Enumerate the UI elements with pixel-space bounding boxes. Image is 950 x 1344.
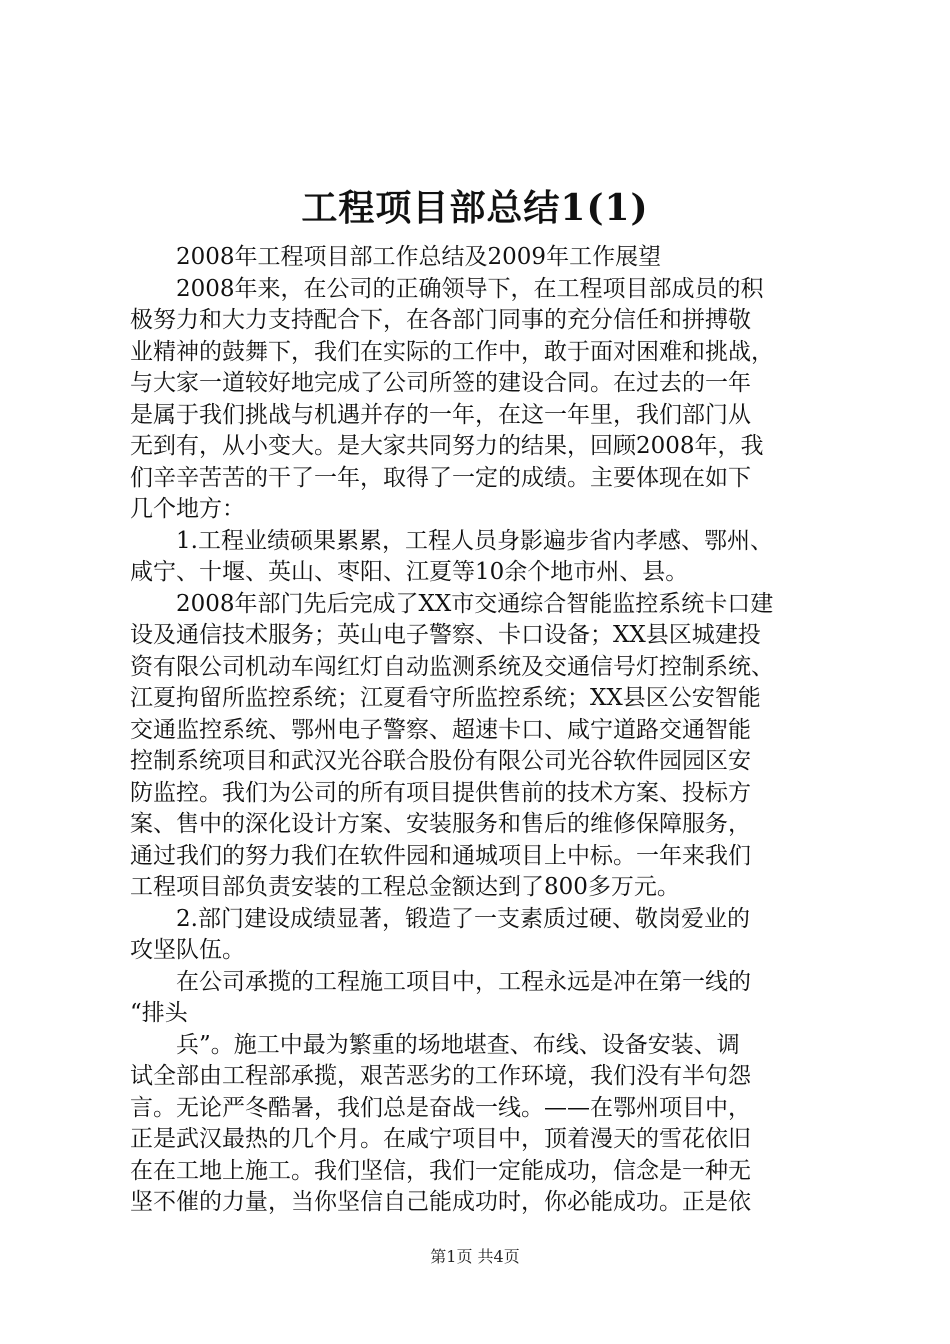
body-line: 2008年工程项目部工作总结及2009年工作展望: [176, 244, 662, 270]
body-line: 业精神的鼓舞下，我们在实际的工作中，敢于面对困难和挑战，: [130, 338, 774, 365]
body-line: 攻坚队伍。: [130, 937, 245, 963]
body-line: 通过我们的努力我们在软件园和通城项目上中标。一年来我们: [130, 842, 751, 869]
body-line: 咸宁、十堰、英山、枣阳、江夏等10余个地市州、县。: [130, 559, 689, 585]
body-line: 工程项目部负责安装的工程总金额达到了800多万元。: [130, 874, 680, 900]
body-line: 坚不催的力量，当你坚信自己能成功时，你必能成功。正是依: [130, 1189, 751, 1215]
body-line: 防监控。我们为公司的所有项目提供售前的技术方案、投标方: [130, 779, 751, 806]
body-line: 们辛辛苦苦的干了一年，取得了一定的成绩。主要体现在如下: [130, 464, 751, 491]
body-line: 资有限公司机动车闯红灯自动监测系统及交通信号灯控制系统、: [130, 653, 774, 680]
body-line: 极努力和大力支持配合下，在各部门同事的充分信任和拼搏敬: [130, 307, 751, 333]
body-line: “排头: [130, 1000, 188, 1026]
body-line: 2008年来，在公司的正确领导下，在工程项目部成员的积: [176, 275, 764, 302]
body-line: 2.部门建设成绩显著，锻造了一支素质过硬、敬岗爱业的: [176, 905, 750, 932]
body-line: 试全部由工程部承揽，艰苦恶劣的工作环境，我们没有半句怨: [130, 1063, 751, 1089]
body-line: 是属于我们挑战与机遇并存的一年，在这一年里，我们部门从: [130, 401, 751, 428]
body-line: 无到有，从小变大。是大家共同努力的结果，回顾2008年，我: [130, 433, 764, 459]
body-line: 几个地方：: [130, 496, 245, 522]
body-line: 正是武汉最热的几个月。在咸宁项目中，顶着漫天的雪花依旧: [130, 1126, 751, 1152]
body-line: 2008年部门先后完成了XX市交通综合智能监控系统卡口建: [176, 590, 774, 617]
body-line: 江夏拘留所监控系统；江夏看守所监控系统；XX县区公安智能: [130, 685, 761, 711]
body-line: 在在工地上施工。我们坚信，我们一定能成功，信念是一种无: [130, 1157, 751, 1184]
document-body: [130, 242, 832, 1219]
body-line: 1.工程业绩硕果累累，工程人员身影遍步省内孝感、鄂州、: [176, 527, 773, 554]
body-line: 设及通信技术服务；英山电子警察、卡口设备；XX县区城建投: [130, 622, 761, 648]
body-line: 兵”。施工中最为繁重的场地堪查、布线、设备安装、调: [176, 1031, 740, 1058]
body-line: 与大家一道较好地完成了公司所签的建设合同。在过去的一年: [130, 370, 751, 396]
body-line: 交通监控系统、鄂州电子警察、超速卡口、咸宁道路交通智能: [130, 716, 751, 743]
body-line: 案、售中的深化设计方案、安装服务和售后的维修保障服务，: [130, 811, 751, 837]
body-line: 控制系统项目和武汉光谷联合股份有限公司光谷软件园园区安: [130, 748, 751, 774]
body-line: 在公司承揽的工程施工项目中，工程永远是冲在第一线的: [176, 968, 751, 995]
document-title: 工程项目部总结1(1): [301, 187, 649, 229]
body-line: 言。无论严冬酷暑，我们总是奋战一线。——在鄂州项目中，: [130, 1094, 751, 1121]
page-footer: 第1页 共4页: [430, 1247, 520, 1266]
